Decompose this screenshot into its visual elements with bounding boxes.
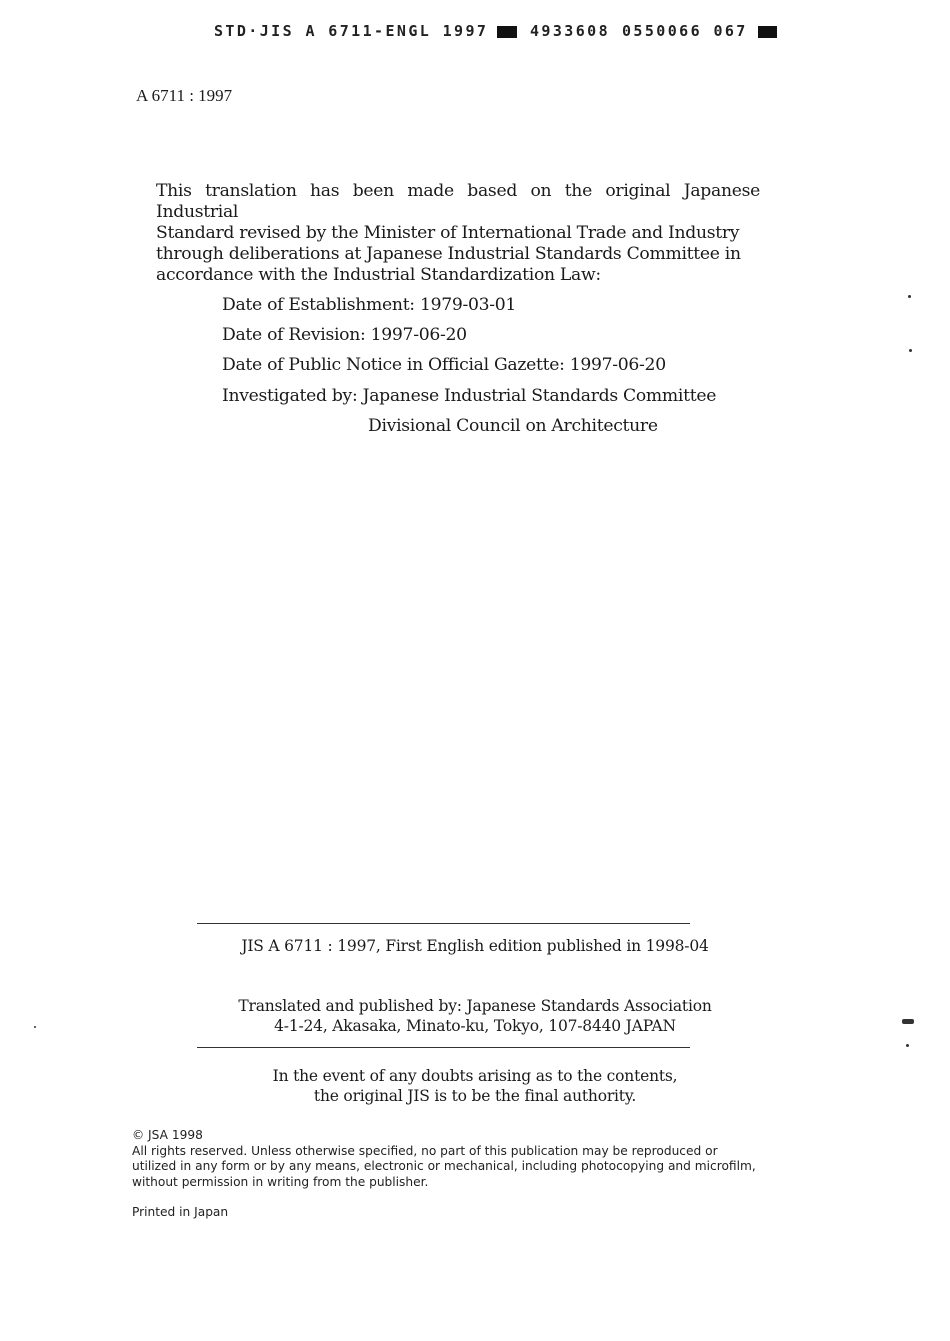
- authority-notice: [0, 1066, 950, 1106]
- date-establishment: Date of Establishment: 1979-03-01: [222, 295, 517, 315]
- divider-bottom: [197, 1047, 690, 1048]
- copyright-block: [132, 1128, 772, 1190]
- scan-speck: [909, 349, 912, 352]
- copyright: © JSA 1998: [132, 1128, 203, 1142]
- scan-speck: [908, 295, 911, 298]
- scan-header-code: STD·JIS A 6711-ENGL 1997: [214, 22, 489, 40]
- intro-line: accordance with the Industrial Standardization Law:: [156, 265, 601, 285]
- scan-speck: [906, 1044, 909, 1047]
- authority-line: In the event of any doubts arising as to the contents,: [272, 1067, 678, 1085]
- translated-by: Translated and published by: Japanese Standards Association: [238, 997, 712, 1015]
- scan-speck: [34, 1026, 36, 1028]
- intro-line: Standard revised by the Minister of International Trade and Industry: [156, 223, 740, 243]
- investigated-by: Investigated by: Japanese Industrial Standards Committee: [222, 386, 717, 406]
- intro-paragraph: [156, 181, 760, 286]
- intro-line: through deliberations at Japanese Industrial Standards Committee in: [156, 244, 741, 264]
- document-id: A 6711 : 1997: [136, 86, 233, 105]
- scan-header-code-b: 0550066 067: [622, 22, 748, 40]
- scan-header-block-1: [497, 26, 517, 38]
- divisional-council: Divisional Council on Architecture: [368, 416, 658, 436]
- authority-line: the original JIS is to be the final authority.: [313, 1087, 637, 1105]
- scan-speck: [902, 1019, 914, 1024]
- date-public-notice: Date of Public Notice in Official Gazette: 1997-06-20: [222, 355, 666, 375]
- rights-line: utilized in any form or by any means, electronic or mechanical, including photocopying and microfilm,: [132, 1159, 756, 1173]
- rights-line: All rights reserved. Unless otherwise specified, no part of this publication may be reproduced or: [132, 1143, 718, 1158]
- rights-line: without permission in writing from the publisher.: [132, 1174, 429, 1189]
- scan-header-code-a: 4933608: [530, 22, 611, 40]
- divider-top: [197, 923, 690, 924]
- publisher-block: [0, 996, 950, 1036]
- edition-line: JIS A 6711 : 1997, First English edition published in 1998-04: [241, 937, 709, 955]
- publisher-address: 4-1-24, Akasaka, Minato-ku, Tokyo, 107-8440 JAPAN: [274, 1017, 676, 1035]
- date-revision: Date of Revision: 1997-06-20: [222, 325, 467, 345]
- scan-header-block-2: [758, 26, 777, 38]
- intro-line: This translation has been made based on the original Japanese Industrial: [156, 181, 760, 222]
- printed-in: Printed in Japan: [132, 1205, 229, 1219]
